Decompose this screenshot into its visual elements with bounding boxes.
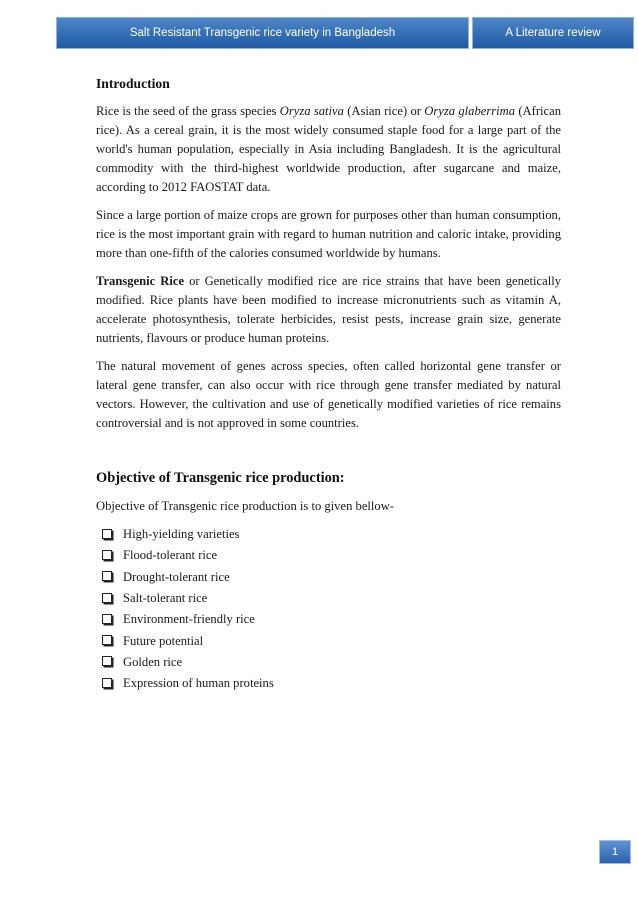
objective-heading: Objective of Transgenic rice production: (96, 470, 345, 486)
checkbox-bullet-icon (102, 550, 112, 560)
species-oryza-glaberrima: Oryza glaberrima (424, 104, 516, 118)
checkbox-bullet-icon (102, 593, 112, 603)
list-item-label: Future potential (123, 633, 204, 648)
p1-text-a: Rice is the seed of the grass species (96, 104, 280, 118)
p1-text-b: (Asian rice) or (343, 104, 425, 118)
list-item (102, 524, 561, 545)
header-title: Salt Resistant Transgenic rice variety in Bangladesh (56, 17, 469, 49)
objective-intro: Objective of Transgenic rice production is to given bellow- (96, 499, 394, 513)
checkbox-bullet-icon (102, 656, 112, 666)
list-item-label: Drought-tolerant rice (123, 569, 230, 584)
list-item (102, 630, 561, 651)
header-section: A Literature review (472, 17, 634, 49)
intro-paragraph-3 (96, 272, 561, 348)
page-header (56, 17, 634, 49)
intro-paragraph-2: Since a large portion of maize crops are grown for purposes other than human consumption, rice is the most important grain with regard to human nutrition and caloric intake, providing more than one-fifth of the calories consumed worldwide by humans. (96, 208, 561, 260)
list-item (102, 609, 561, 630)
list-item-label: Expression of human proteins (123, 676, 274, 691)
list-item-label: High-yielding varieties (123, 527, 240, 542)
document-body (96, 74, 561, 694)
list-item (102, 545, 561, 566)
checkbox-bullet-icon (102, 635, 112, 645)
intro-paragraph-4: The natural movement of genes across species, often called horizontal gene transfer or lateral gene transfer, can also occur with rice through gene transfer mediated by natural vectors. However, the cultivation and use of genetically modified varieties of rice remains controversial and is not approved in some countries. (96, 359, 561, 430)
p1-text-c: (African rice). As a cereal grain, it is the most widely consumed staple food for a large part of the world's human population, especially in Asia including Bangladesh. It is the agricultural commodity with the third-highest worldwide production, after sugarcane and maize, according to 2012 FAOSTAT data. (96, 104, 561, 194)
introduction-heading: Introduction (96, 76, 170, 91)
list-item (102, 588, 561, 609)
page-number: 1 (599, 840, 631, 864)
list-item (102, 652, 561, 673)
list-item (102, 673, 561, 694)
checkbox-bullet-icon (102, 529, 112, 539)
p3-text: or Genetically modified rice are rice strains that have been genetically modified. Rice plants have been modified to increase micronutrients such as vitamin A, accelerate photosynthesis, tolerate herbicides, resist pests, increase grain size, generate nutrients, flavours or produce human proteins. (96, 274, 561, 345)
list-item-label: Salt-tolerant rice (123, 591, 208, 606)
objective-list (96, 524, 561, 694)
checkbox-bullet-icon (102, 614, 112, 624)
list-item (102, 567, 561, 588)
intro-paragraph-1 (96, 102, 561, 197)
list-item-label: Flood-tolerant rice (123, 548, 218, 563)
species-oryza-sativa: Oryza sativa (279, 104, 344, 118)
checkbox-bullet-icon (102, 571, 112, 581)
list-item-label: Environment-friendly rice (123, 612, 255, 627)
transgenic-rice-term: Transgenic Rice (96, 274, 185, 288)
list-item-label: Golden rice (123, 654, 183, 669)
checkbox-bullet-icon (102, 678, 112, 688)
